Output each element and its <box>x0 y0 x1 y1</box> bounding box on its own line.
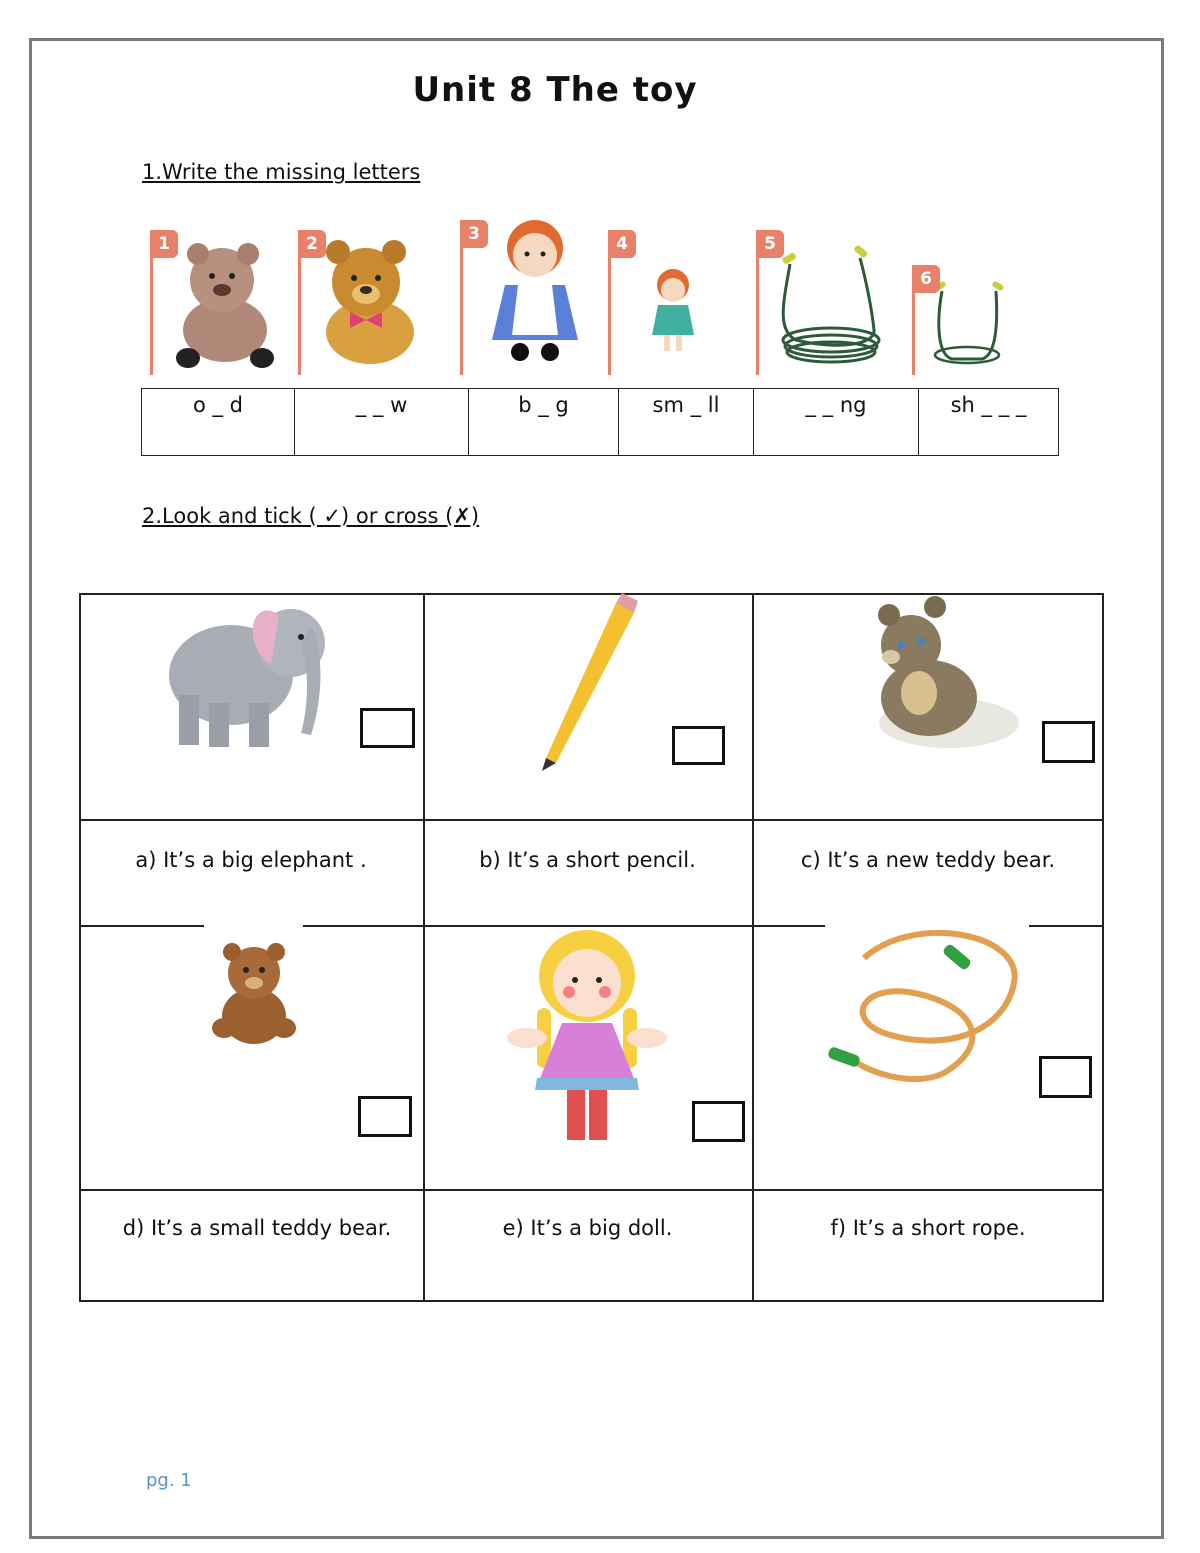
word-cell[interactable]: o _ d <box>142 389 295 456</box>
picture-cards <box>150 210 1050 375</box>
pencil-icon <box>534 593 644 773</box>
card-long-rope <box>756 220 890 375</box>
page-number: pg. 1 <box>146 1470 192 1491</box>
exercise-2-heading: 2.Look and tick ( ✓) or cross (✗) <box>142 504 480 528</box>
answer-box-d[interactable] <box>358 1096 412 1137</box>
card-number: 1 <box>150 230 178 258</box>
jump-rope-icon <box>824 923 1034 1088</box>
card-new-teddy <box>298 220 433 375</box>
tick-cross-grid <box>79 593 1104 1301</box>
card-number: 5 <box>756 230 784 258</box>
caption-f: f) It’s a short rope. <box>830 1216 1026 1240</box>
answer-box-f[interactable] <box>1039 1056 1092 1098</box>
answer-box-e[interactable] <box>692 1101 745 1142</box>
word-cell[interactable]: _ _ ng <box>754 389 919 456</box>
missing-letters-table <box>141 388 1059 456</box>
small-teddy-bear-icon <box>204 928 304 1053</box>
card-big-doll <box>460 210 610 375</box>
card-number: 4 <box>608 230 636 258</box>
card-number: 3 <box>460 220 488 248</box>
page-title: Unit 8 The toy <box>412 70 698 110</box>
caption-b: b) It’s a short pencil. <box>479 848 696 872</box>
caption-d: d) It’s a small teddy bear. <box>122 1216 392 1240</box>
word-cell[interactable]: _ _ w <box>295 389 469 456</box>
card-old-teddy <box>150 220 290 375</box>
caption-e: e) It’s a big doll. <box>502 1216 673 1240</box>
answer-box-b[interactable] <box>672 726 725 765</box>
word-cell[interactable]: b _ g <box>469 389 619 456</box>
doll-icon <box>507 928 667 1146</box>
card-number: 2 <box>298 230 326 258</box>
answer-box-c[interactable] <box>1042 721 1095 763</box>
card-number: 6 <box>912 265 940 293</box>
caption-c: c) It’s a new teddy bear. <box>800 848 1056 872</box>
answer-box-a[interactable] <box>360 708 415 748</box>
card-short-rope <box>912 255 1020 375</box>
caption-a: a) It’s a big elephant . <box>135 848 367 872</box>
card-small-doll <box>608 220 738 375</box>
word-cell[interactable]: sm _ ll <box>619 389 754 456</box>
elephant-icon <box>161 595 341 753</box>
exercise-1-heading: 1.Write the missing letters <box>142 160 421 184</box>
teddy-bear-icon <box>849 593 1019 753</box>
word-cell[interactable]: sh _ _ _ <box>919 389 1059 456</box>
